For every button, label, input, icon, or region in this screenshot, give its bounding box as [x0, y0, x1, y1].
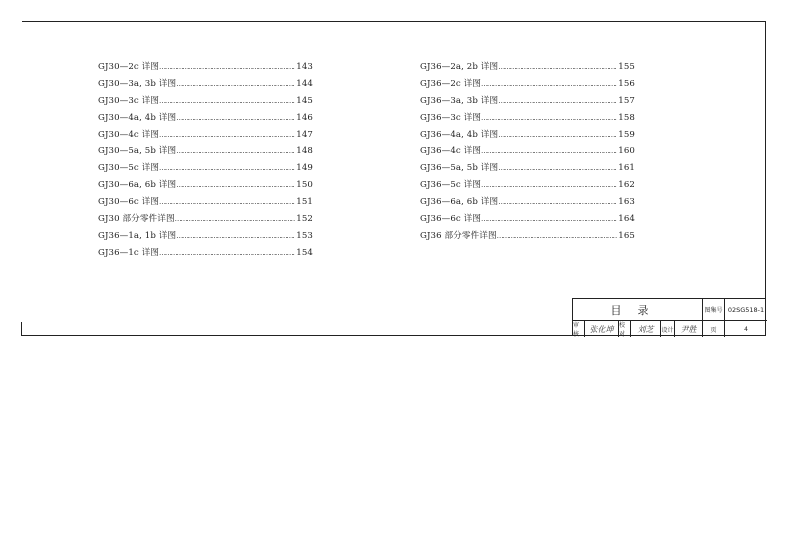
toc-entry-title: GJ36—4c 详图 [420, 146, 482, 157]
toc-entry-title: GJ30—5c 详图 [98, 163, 160, 174]
toc-entry-page: 151 [296, 197, 313, 208]
check-label: 校对 [619, 321, 631, 337]
toc-entry-title: GJ36—3a, 3b 详图 [420, 95, 499, 106]
toc-entry [98, 77, 313, 94]
toc-entry-page: 146 [296, 112, 313, 123]
toc-dot-leader [498, 130, 617, 140]
toc-entry-page: 161 [618, 163, 635, 174]
title-block-row-2 [573, 321, 767, 337]
toc-entry-page: 164 [618, 214, 635, 225]
toc-entry [98, 60, 313, 77]
toc-dot-leader [159, 130, 295, 140]
toc-dot-leader [159, 163, 295, 173]
toc-dot-leader [498, 197, 617, 207]
toc-entry-title: GJ36—4a, 4b 详图 [420, 129, 499, 140]
toc-entry [98, 195, 313, 212]
toc-entry [420, 128, 635, 145]
toc-dot-leader [498, 62, 617, 72]
toc-entry [420, 229, 635, 246]
toc-entry-title: GJ30—6a, 6b 详图 [98, 180, 177, 191]
toc-right-column [420, 60, 635, 246]
toc-entry-title: GJ30—6c 详图 [98, 197, 160, 208]
toc-entry [420, 161, 635, 178]
toc-entry [98, 128, 313, 145]
toc-entry-page: 152 [296, 214, 313, 225]
toc-entry-title: GJ36—3c 详图 [420, 112, 482, 123]
toc-entry-page: 153 [296, 230, 313, 241]
toc-dot-leader [498, 96, 617, 106]
toc-entry [420, 94, 635, 111]
title-block [572, 298, 766, 336]
toc-entry [98, 144, 313, 161]
toc-entry-title: GJ30—4c 详图 [98, 129, 160, 140]
toc-dot-leader [175, 214, 296, 224]
design-label: 设计 [661, 321, 675, 337]
toc-entry-title: GJ36 部分零件详图 [420, 230, 497, 241]
toc-entry-title: GJ30—3c 详图 [98, 95, 160, 106]
atlas-number-label: 图集号 [703, 299, 725, 320]
toc-dot-leader [176, 146, 295, 156]
toc-dot-leader [176, 113, 295, 123]
atlas-number: 02SG518-1 [727, 305, 765, 314]
review-label: 审核 [573, 321, 585, 337]
check-signature: 刘芝 [631, 321, 661, 337]
frame-right-border [765, 21, 766, 336]
toc-dot-leader [159, 197, 295, 207]
toc-entry-page: 144 [296, 78, 313, 89]
sheet-title: 目录 [573, 299, 703, 320]
toc-dot-leader [159, 248, 295, 258]
toc-entry [420, 77, 635, 94]
toc-left-column [98, 60, 313, 263]
toc-entry-page: 165 [618, 230, 635, 241]
toc-entry [98, 94, 313, 111]
toc-entry-title: GJ30 部分零件详图 [98, 214, 175, 225]
toc-entry-title: GJ36—6c 详图 [420, 214, 482, 225]
toc-entry-page: 162 [618, 180, 635, 191]
toc-entry [98, 212, 313, 229]
toc-dot-leader [481, 214, 617, 224]
review-signature: 张化坤 [585, 321, 619, 337]
toc-entry [98, 111, 313, 128]
toc-entry-title: GJ30—3a, 3b 详图 [98, 78, 177, 89]
toc-entry-title: GJ36—6a, 6b 详图 [420, 197, 499, 208]
toc-entry-page: 160 [618, 146, 635, 157]
toc-entry-page: 163 [618, 197, 635, 208]
toc-dot-leader [481, 79, 617, 89]
toc-dot-leader [176, 231, 295, 241]
toc-entry [98, 178, 313, 195]
toc-entry-page: 157 [618, 95, 635, 106]
toc-entry-title: GJ30—2c 详图 [98, 62, 160, 72]
toc-entry-page: 147 [296, 129, 313, 140]
toc-dot-leader [481, 146, 617, 156]
toc-entry-title: GJ36—5a, 5b 详图 [420, 163, 499, 174]
toc-entry-title: GJ36—2c 详图 [420, 78, 482, 89]
toc-entry-page: 158 [618, 112, 635, 123]
toc-entry [420, 195, 635, 212]
toc-entry-title: GJ36—2a, 2b 详图 [420, 62, 499, 72]
toc-entry-page: 150 [296, 180, 313, 191]
toc-entry-page: 148 [296, 146, 313, 157]
toc-entry [420, 144, 635, 161]
toc-entry-page: 154 [296, 247, 313, 258]
toc-dot-leader [176, 180, 295, 190]
toc-entry-title: GJ30—5a, 5b 详图 [98, 146, 177, 157]
title-block-row-1 [573, 299, 767, 321]
toc-entry [420, 60, 635, 77]
toc-entry [98, 246, 313, 263]
toc-entry [420, 212, 635, 229]
frame-top-border [22, 21, 766, 22]
toc-entry [420, 111, 635, 128]
toc-entry-title: GJ30—4a, 4b 详图 [98, 112, 177, 123]
toc-dot-leader [497, 231, 618, 241]
toc-dot-leader [159, 62, 295, 72]
toc-entry-page: 143 [296, 62, 313, 72]
toc-dot-leader [159, 96, 295, 106]
toc-entry-page: 149 [296, 163, 313, 174]
page-label: 页 [703, 321, 725, 337]
toc-entry-title: GJ36—1c 详图 [98, 247, 160, 258]
toc-dot-leader [481, 180, 617, 190]
toc-entry-page: 156 [618, 78, 635, 89]
toc-entry-page: 155 [618, 62, 635, 72]
toc-entry [98, 229, 313, 246]
design-signature: 尹胜 [675, 321, 703, 337]
page-number: 4 [744, 325, 748, 333]
toc-entry-title: GJ36—1a, 1b 详图 [98, 230, 177, 241]
toc-entry [420, 178, 635, 195]
toc-entry-page: 145 [296, 95, 313, 106]
toc-entry [98, 161, 313, 178]
toc-dot-leader [176, 79, 295, 89]
frame-left-mark [21, 322, 22, 336]
toc-dot-leader [498, 163, 617, 173]
toc-dot-leader [481, 113, 617, 123]
toc-entry-page: 159 [618, 129, 635, 140]
toc-entry-title: GJ36—5c 详图 [420, 180, 482, 191]
